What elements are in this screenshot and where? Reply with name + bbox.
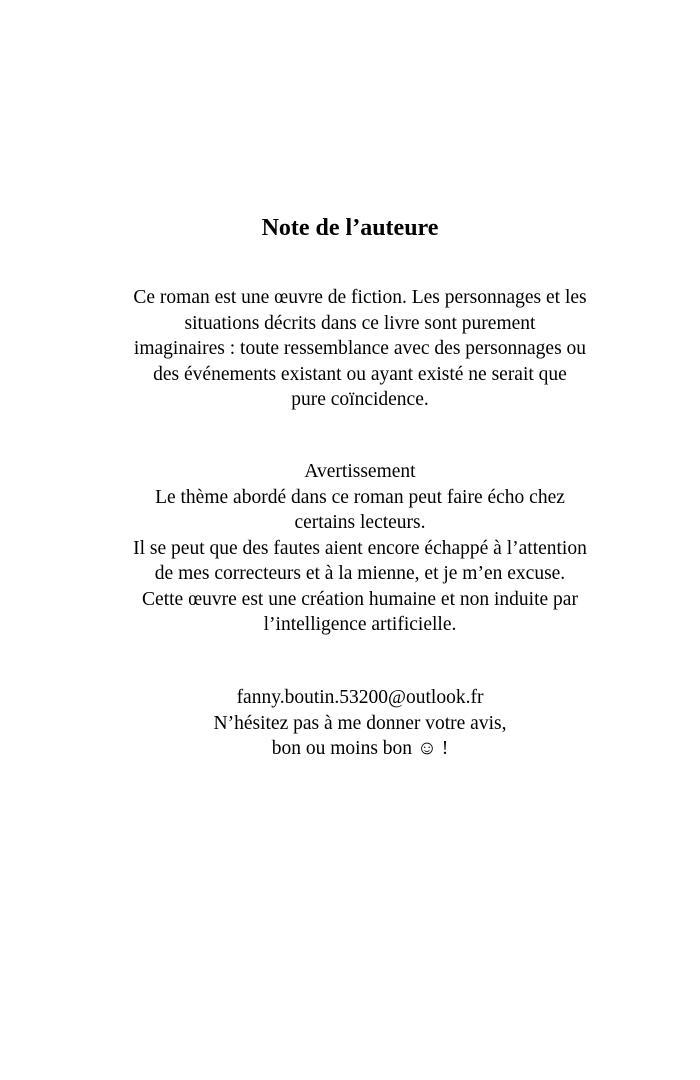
warning-section — [100, 459, 620, 638]
intro-line: Ce roman est une œuvre de fiction. Les personnages et les — [133, 287, 587, 308]
intro-paragraph — [100, 285, 620, 413]
contact-invitation: N’hésitez pas à me donner votre avis, — [213, 712, 507, 734]
warning-line: certains lecteurs. — [294, 512, 426, 533]
contact-section — [100, 685, 620, 762]
warning-line: de mes correcteurs et à la mienne, et je m’en excuse. — [154, 563, 566, 584]
warning-line: Il se peut que des fautes aient encore échappé à l’attention — [133, 537, 587, 559]
page-title: Note de l’auteure — [261, 215, 439, 241]
contact-closing-text: bon ou moins bon — [271, 738, 413, 759]
contact-closing-punctuation: ! — [436, 738, 449, 759]
warning-line: Cette œuvre est une création humaine et non induite par — [142, 588, 578, 610]
contact-closing-line — [100, 736, 620, 762]
intro-line: imaginaires : toute ressemblance avec des personnages ou — [133, 338, 587, 359]
intro-line: des événements existant ou ayant existé ne serait que — [153, 363, 567, 385]
contact-email: fanny.boutin.53200@outlook.fr — [236, 687, 484, 708]
warning-line: l’intelligence artificielle. — [263, 614, 457, 635]
smiley-icon: ☺ — [416, 738, 437, 759]
warning-heading: Avertissement — [304, 461, 416, 482]
intro-line: situations décrits dans ce livre sont purement — [184, 312, 536, 334]
warning-line: Le thème abordé dans ce roman peut faire écho chez — [155, 486, 565, 508]
intro-line: pure coïncidence. — [291, 389, 429, 410]
